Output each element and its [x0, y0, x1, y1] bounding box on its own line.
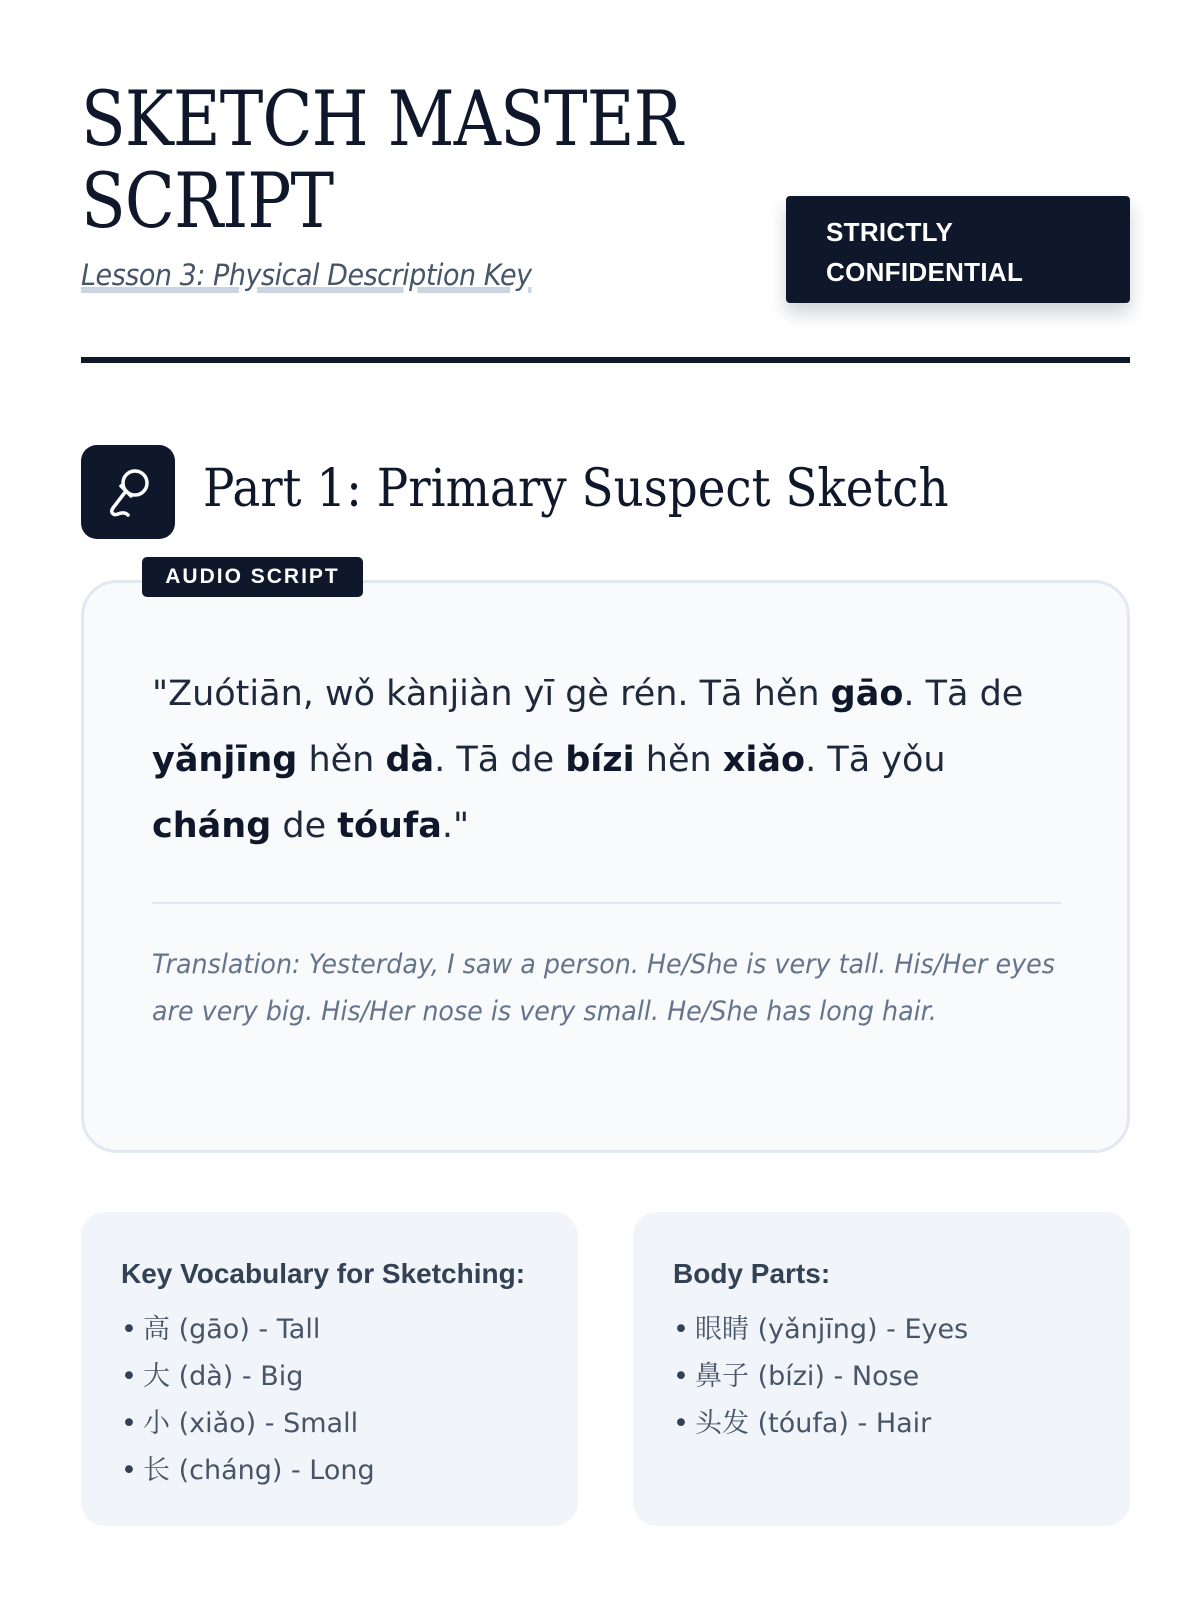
vocab-item-text: 高 (gāo) - Tall	[143, 1314, 321, 1345]
part-title: Part 1: Primary Suspect Sketch	[203, 459, 949, 519]
vocab-item-text: 小 (xiǎo) - Small	[143, 1408, 359, 1439]
script-segment: de	[271, 806, 338, 846]
key-vocabulary-list	[121, 1306, 538, 1494]
script-keyword: cháng	[152, 806, 272, 846]
script-segment: . Tā yǒu	[805, 740, 946, 780]
script-segment: . Tā de	[434, 740, 566, 780]
part-heading	[81, 445, 1130, 540]
body-parts-list	[673, 1306, 1090, 1447]
bullet-icon: •	[673, 1361, 689, 1392]
script-keyword: xiǎo	[722, 740, 806, 780]
key-vocabulary-title: Key Vocabulary for Sketching:	[121, 1258, 526, 1289]
script-segment: . Tā de	[903, 674, 1024, 714]
script-keyword: dà	[385, 740, 435, 780]
confidential-badge	[786, 196, 1130, 303]
body-parts-card	[633, 1212, 1130, 1526]
bullet-icon: •	[121, 1408, 137, 1439]
document-page	[81, 0, 1130, 1486]
script-keyword: bízi	[565, 740, 635, 780]
audio-script-card	[81, 565, 1130, 1153]
title-line-1: SKETCH MASTER	[81, 74, 682, 163]
microphone-icon	[81, 445, 175, 539]
bullet-icon: •	[673, 1408, 689, 1439]
script-divider	[152, 902, 1061, 904]
document-title	[81, 74, 683, 245]
body-part-item-text: 眼睛 (yǎnjīng) - Eyes	[695, 1314, 969, 1345]
header-divider	[81, 357, 1130, 363]
script-segment: "Zuótiān, wǒ kànjiàn yī gè rén. Tā hěn	[152, 674, 831, 714]
badge-line-1: STRICTLY	[826, 217, 954, 247]
vocab-item	[121, 1447, 538, 1494]
script-keyword: gāo	[830, 674, 904, 714]
script-segment: ."	[441, 806, 470, 846]
document-header	[81, 0, 1130, 365]
script-text	[152, 661, 1052, 859]
audio-script-tag: AUDIO SCRIPT	[142, 557, 363, 597]
body-part-item-text: 鼻子 (bízi) - Nose	[695, 1361, 920, 1392]
script-keyword: tóufa	[337, 806, 442, 846]
title-line-2: SCRIPT	[81, 156, 334, 245]
vocab-item-text: 长 (cháng) - Long	[143, 1455, 375, 1486]
key-vocabulary-card	[81, 1212, 578, 1526]
lesson-subtitle: Lesson 3: Physical Description Key	[81, 258, 532, 292]
script-segment: hěn	[634, 740, 723, 780]
bullet-icon: •	[121, 1455, 137, 1486]
vocab-item-text: 大 (dà) - Big	[143, 1361, 304, 1392]
vocab-item	[121, 1400, 538, 1447]
body-parts-title: Body Parts:	[673, 1258, 831, 1289]
vocab-item	[121, 1306, 538, 1353]
script-segment: hěn	[297, 740, 386, 780]
bullet-icon: •	[673, 1314, 689, 1345]
badge-line-2: CONFIDENTIAL	[826, 257, 1024, 287]
bullet-icon: •	[121, 1314, 137, 1345]
body-part-item	[673, 1353, 1090, 1400]
translation-text: Translation: Yesterday, I saw a person. He/She is very tall. His/Her eyes are very big. His/Her nose is very small. He/She has long hair.	[152, 949, 1055, 1027]
body-part-item	[673, 1400, 1090, 1447]
script-keyword: yǎnjīng	[152, 740, 298, 780]
bullet-icon: •	[121, 1361, 137, 1392]
body-part-item	[673, 1306, 1090, 1353]
body-part-item-text: 头发 (tóufa) - Hair	[695, 1408, 932, 1439]
vocab-item	[121, 1353, 538, 1400]
